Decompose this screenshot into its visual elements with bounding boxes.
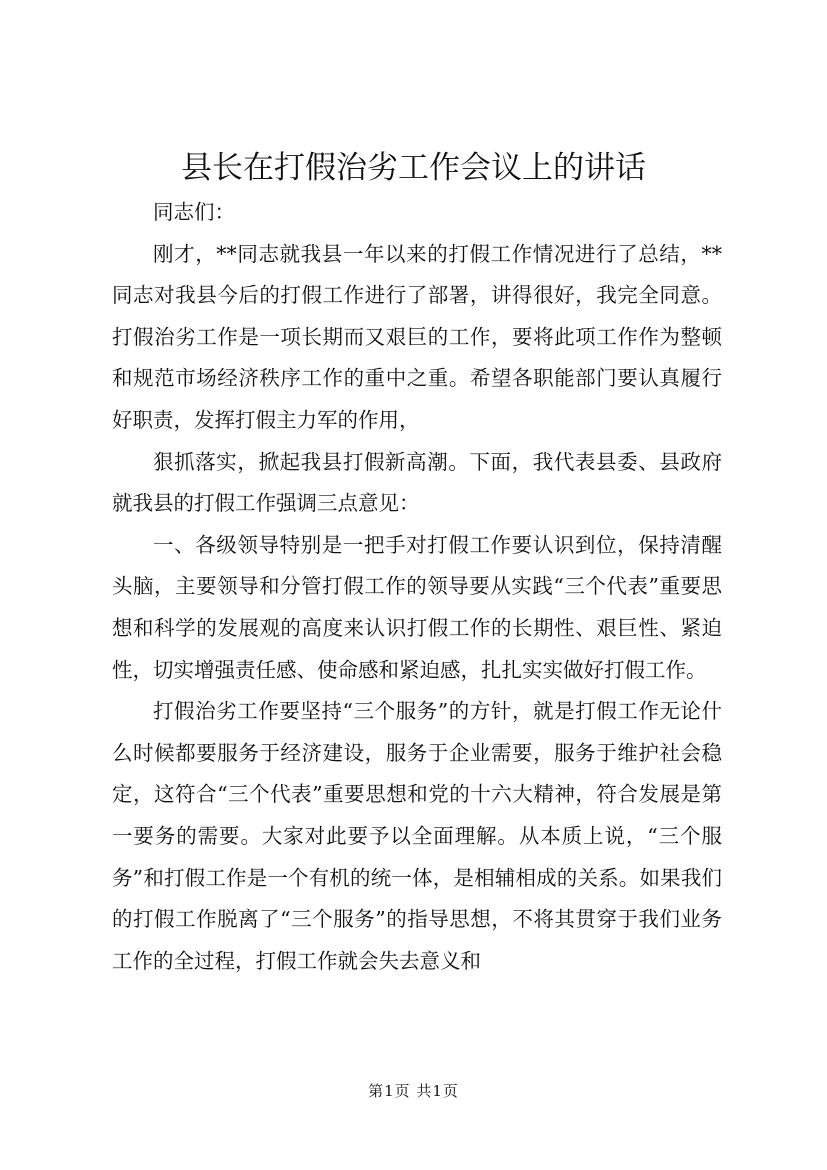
document-title: 县长在打假治劣工作会议上的讲话 [181, 150, 646, 186]
document-body [112, 192, 722, 982]
body-paragraph: 一、各级领导特别是一把手对打假工作要认识到位，保持清醒头脑，主要领导和分管打假工作的领导要从实践“三个代表”重要思想和科学的发展观的高度来认识打假工作的长期性、艰巨性、紧迫性，切实增强责任感、使命感和紧迫感，扎扎实实做好打假工作。 [112, 532, 722, 682]
body-paragraph: 打假治劣工作要坚持“三个服务”的方针，就是打假工作无论什么时候都要服务于经济建设，服务于企业需要，服务于维护社会稳定，这符合“三个代表”重要思想和党的十六大精神，符合发展是第一要务的需要。大家对此要予以全面理解。从本质上说，“三个服务”和打假工作是一个有机的统一体，是相辅相成的关系。如果我们的打假工作脱离了“三个服务”的指导思想，不将其贯穿于我们业务工作的全过程，打假工作就会失去意义和 [112, 699, 722, 973]
body-paragraph: 狠抓落实，掀起我县打假新高潮。下面，我代表县委、县政府就我县的打假工作强调三点意见： [112, 449, 722, 516]
salutation-paragraph: 同志们： [153, 200, 235, 224]
page-number-footer: 第1页 共1页 [368, 1082, 459, 1100]
body-paragraph: 刚才，**同志就我县一年以来的打假工作情况进行了总结，**同志对我县今后的打假工作进行了部署，讲得很好，我完全同意。打假治劣工作是一项长期而又艰巨的工作，要将此项工作作为整顿和规范市场经济秩序工作的重中之重。希望各职能部门要认真履行好职责，发挥打假主力军的作用， [112, 241, 722, 432]
